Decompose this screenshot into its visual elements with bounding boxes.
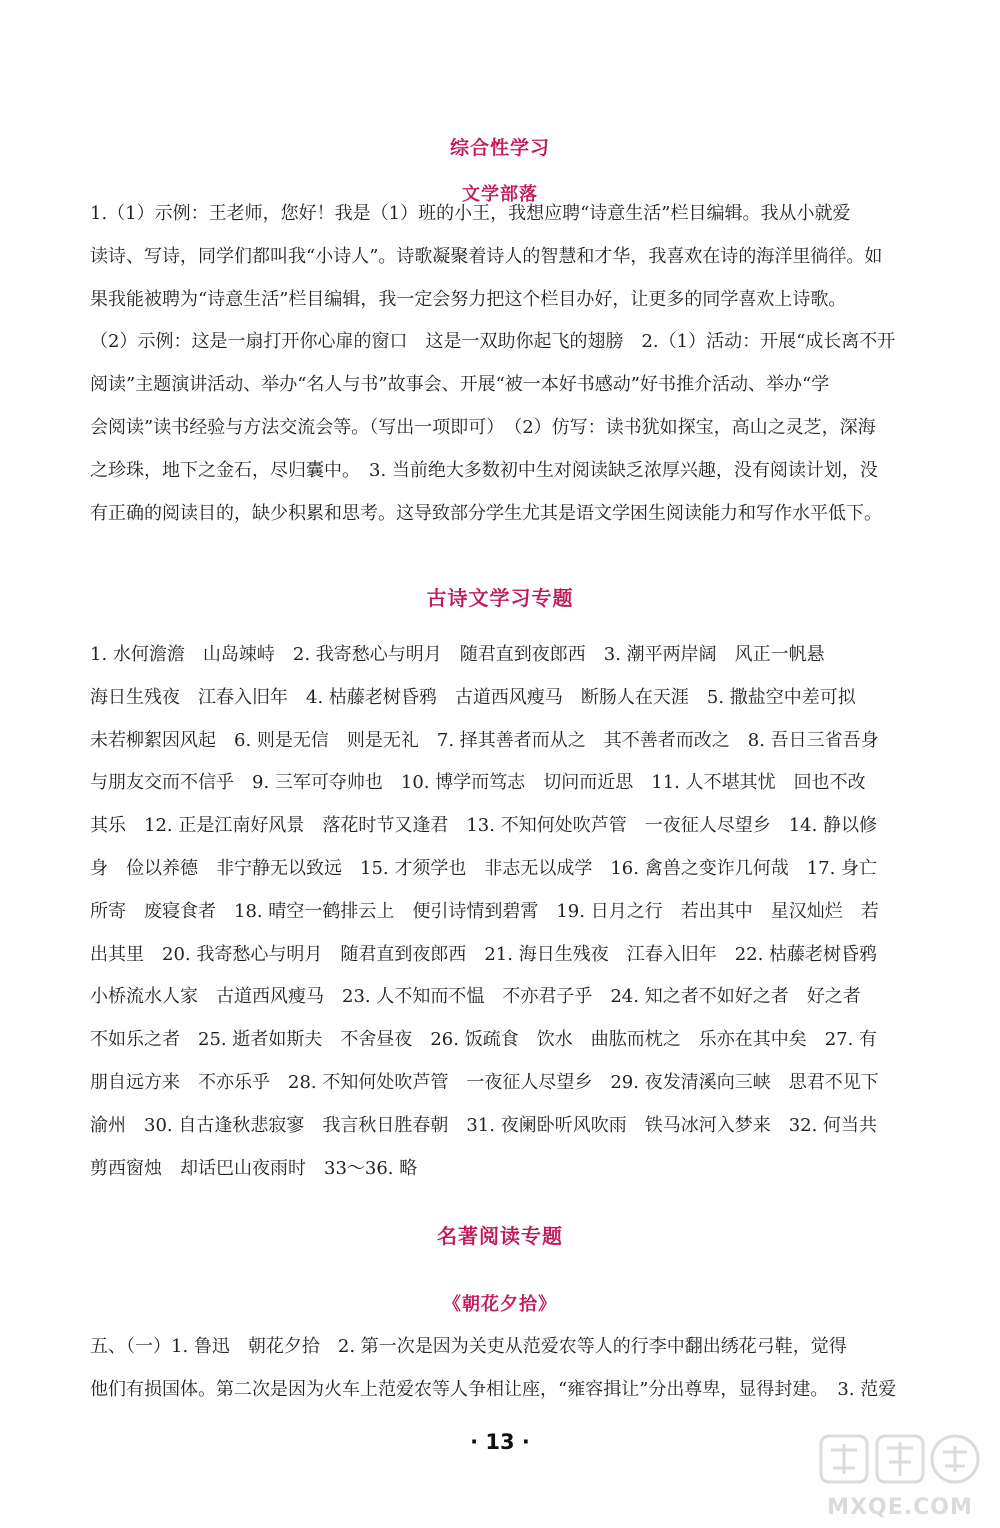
text-line: 阅读”主题演讲活动、举办“名人与书”故事会、开展“被一本好书感动”好书推介活动、举办“学	[90, 374, 830, 396]
text-line: 朋自远方来 不亦乐乎 28. 不知何处吹芦管 一夜征人尽望乡 29. 夜发清溪向三峡 思君不见下	[90, 1071, 879, 1093]
text-line: 有正确的阅读目的，缺少积累和思考。这导致部分学生尤其是语文学困生阅读能力和写作水平低下。	[90, 502, 882, 524]
text-line: 所寄 废寝食者 18. 晴空一鹤排云上 便引诗情到碧霄 19. 日月之行 若出其中 星汉灿烂 若	[90, 900, 879, 922]
text-line: 会阅读”读书经验与方法交流会等。（写出一项即可） （2）仿写：读书犹如探宝，高山之灵芝，深海	[90, 416, 876, 438]
section-subtitle-book-title: 《朝花夕拾》	[443, 1294, 557, 1315]
answer-paragraph-ancient-poetry	[90, 634, 950, 1190]
answer-paragraph-comprehensive	[90, 193, 950, 535]
section-title-ancient-poetry: 古诗文学习专题	[426, 586, 574, 610]
text-line: 不如乐之者 25. 逝者如斯夫 不舍昼夜 26. 饭疏食 饮水 曲肱而枕之 乐亦在其中矣 27. 有	[90, 1029, 878, 1051]
text-line: 小桥流水人家 古道西风瘦马 23. 人不知而不愠 不亦君子乎 24. 知之者不如好之者 好之者	[90, 986, 861, 1008]
watermark-text: MXQE.COM	[827, 1495, 973, 1520]
page-number: · 13 ·	[470, 1430, 530, 1454]
text-line: 剪西窗烛 却话巴山夜雨时 33～36. 略	[90, 1157, 418, 1179]
text-line: 身 俭以养德 非宁静无以致远 15. 才须学也 非志无以成学 16. 禽兽之变诈几何哉 17. 身亡	[90, 857, 878, 879]
text-line: 未若柳絮因风起 6. 则是无信 则是无礼 7. 择其善者而从之 其不善者而改之 8. 吾日三省吾身	[90, 729, 879, 751]
text-line: 海日生残夜 江春入旧年 4. 枯藤老树昏鸦 古道西风瘦马 断肠人在天涯 5. 撒盐空中差可拟	[90, 686, 856, 708]
watermark-seal-icon	[815, 1430, 985, 1494]
text-line: 与朋友交而不信乎 9. 三军可夺帅也 10. 博学而笃志 切问而近思 11. 人不堪其忧 回也不改	[90, 772, 866, 794]
text-line: 出其里 20. 我寄愁心与明月 随君直到夜郎西 21. 海日生残夜 江春入旧年 22. 枯藤老树昏鸦	[90, 943, 878, 965]
text-line: 其乐 12. 正是江南好风景 落花时节又逢君 13. 不知何处吹芦管 一夜征人尽望乡 14. 静以修	[90, 815, 878, 837]
section-title-comprehensive-learning: 综合性学习	[449, 137, 550, 159]
text-line: 读诗、写诗，同学们都叫我“小诗人”。诗歌凝聚着诗人的智慧和才华，我喜欢在诗的海洋里徜徉。如	[90, 245, 883, 267]
watermark-logo	[815, 1430, 985, 1520]
text-line: 1.（1）示例：王老师，您好！我是（1）班的小王，我想应聘“诗意生活”栏目编辑。我从小就爱	[90, 203, 851, 224]
answer-paragraph-classic-reading	[90, 1326, 950, 1412]
section-subtitle-literary-tribe: 文学部落	[462, 184, 538, 205]
text-line: 果我能被聘为“诗意生活”栏目编辑，我一定会努力把这个栏目办好，让更多的同学喜欢上诗歌。	[90, 288, 847, 310]
section-title-classic-reading: 名著阅读专题	[437, 1224, 563, 1248]
text-line: 他们有损国体。第二次是因为火车上范爱农等人争相让座，“雍容揖让”分出尊卑，显得封建。 3. 范爱	[90, 1378, 897, 1400]
text-line: 渝州 30. 自古逢秋悲寂寥 我言秋日胜春朝 31. 夜阑卧听风吹雨 铁马冰河入梦来 32. 何当共	[90, 1114, 878, 1136]
text-line: 之珍珠，地下之金石，尽归囊中。 3. 当前绝大多数初中生对阅读缺乏浓厚兴趣，没有阅读计划，没	[90, 459, 878, 481]
text-line: 1. 水何澹澹 山岛竦峙 2. 我寄愁心与明月 随君直到夜郎西 3. 潮平两岸阔 风正一帆悬	[90, 644, 825, 665]
text-line: （2）示例：这是一扇打开你心扉的窗口 这是一双助你起飞的翅膀 2.（1）活动：开展“成长离不开	[90, 331, 896, 353]
text-line: 五、（一）1. 鲁迅 朝花夕拾 2. 第一次是因为关吏从范爱农等人的行李中翻出绣花弓鞋，觉得	[90, 1336, 847, 1357]
